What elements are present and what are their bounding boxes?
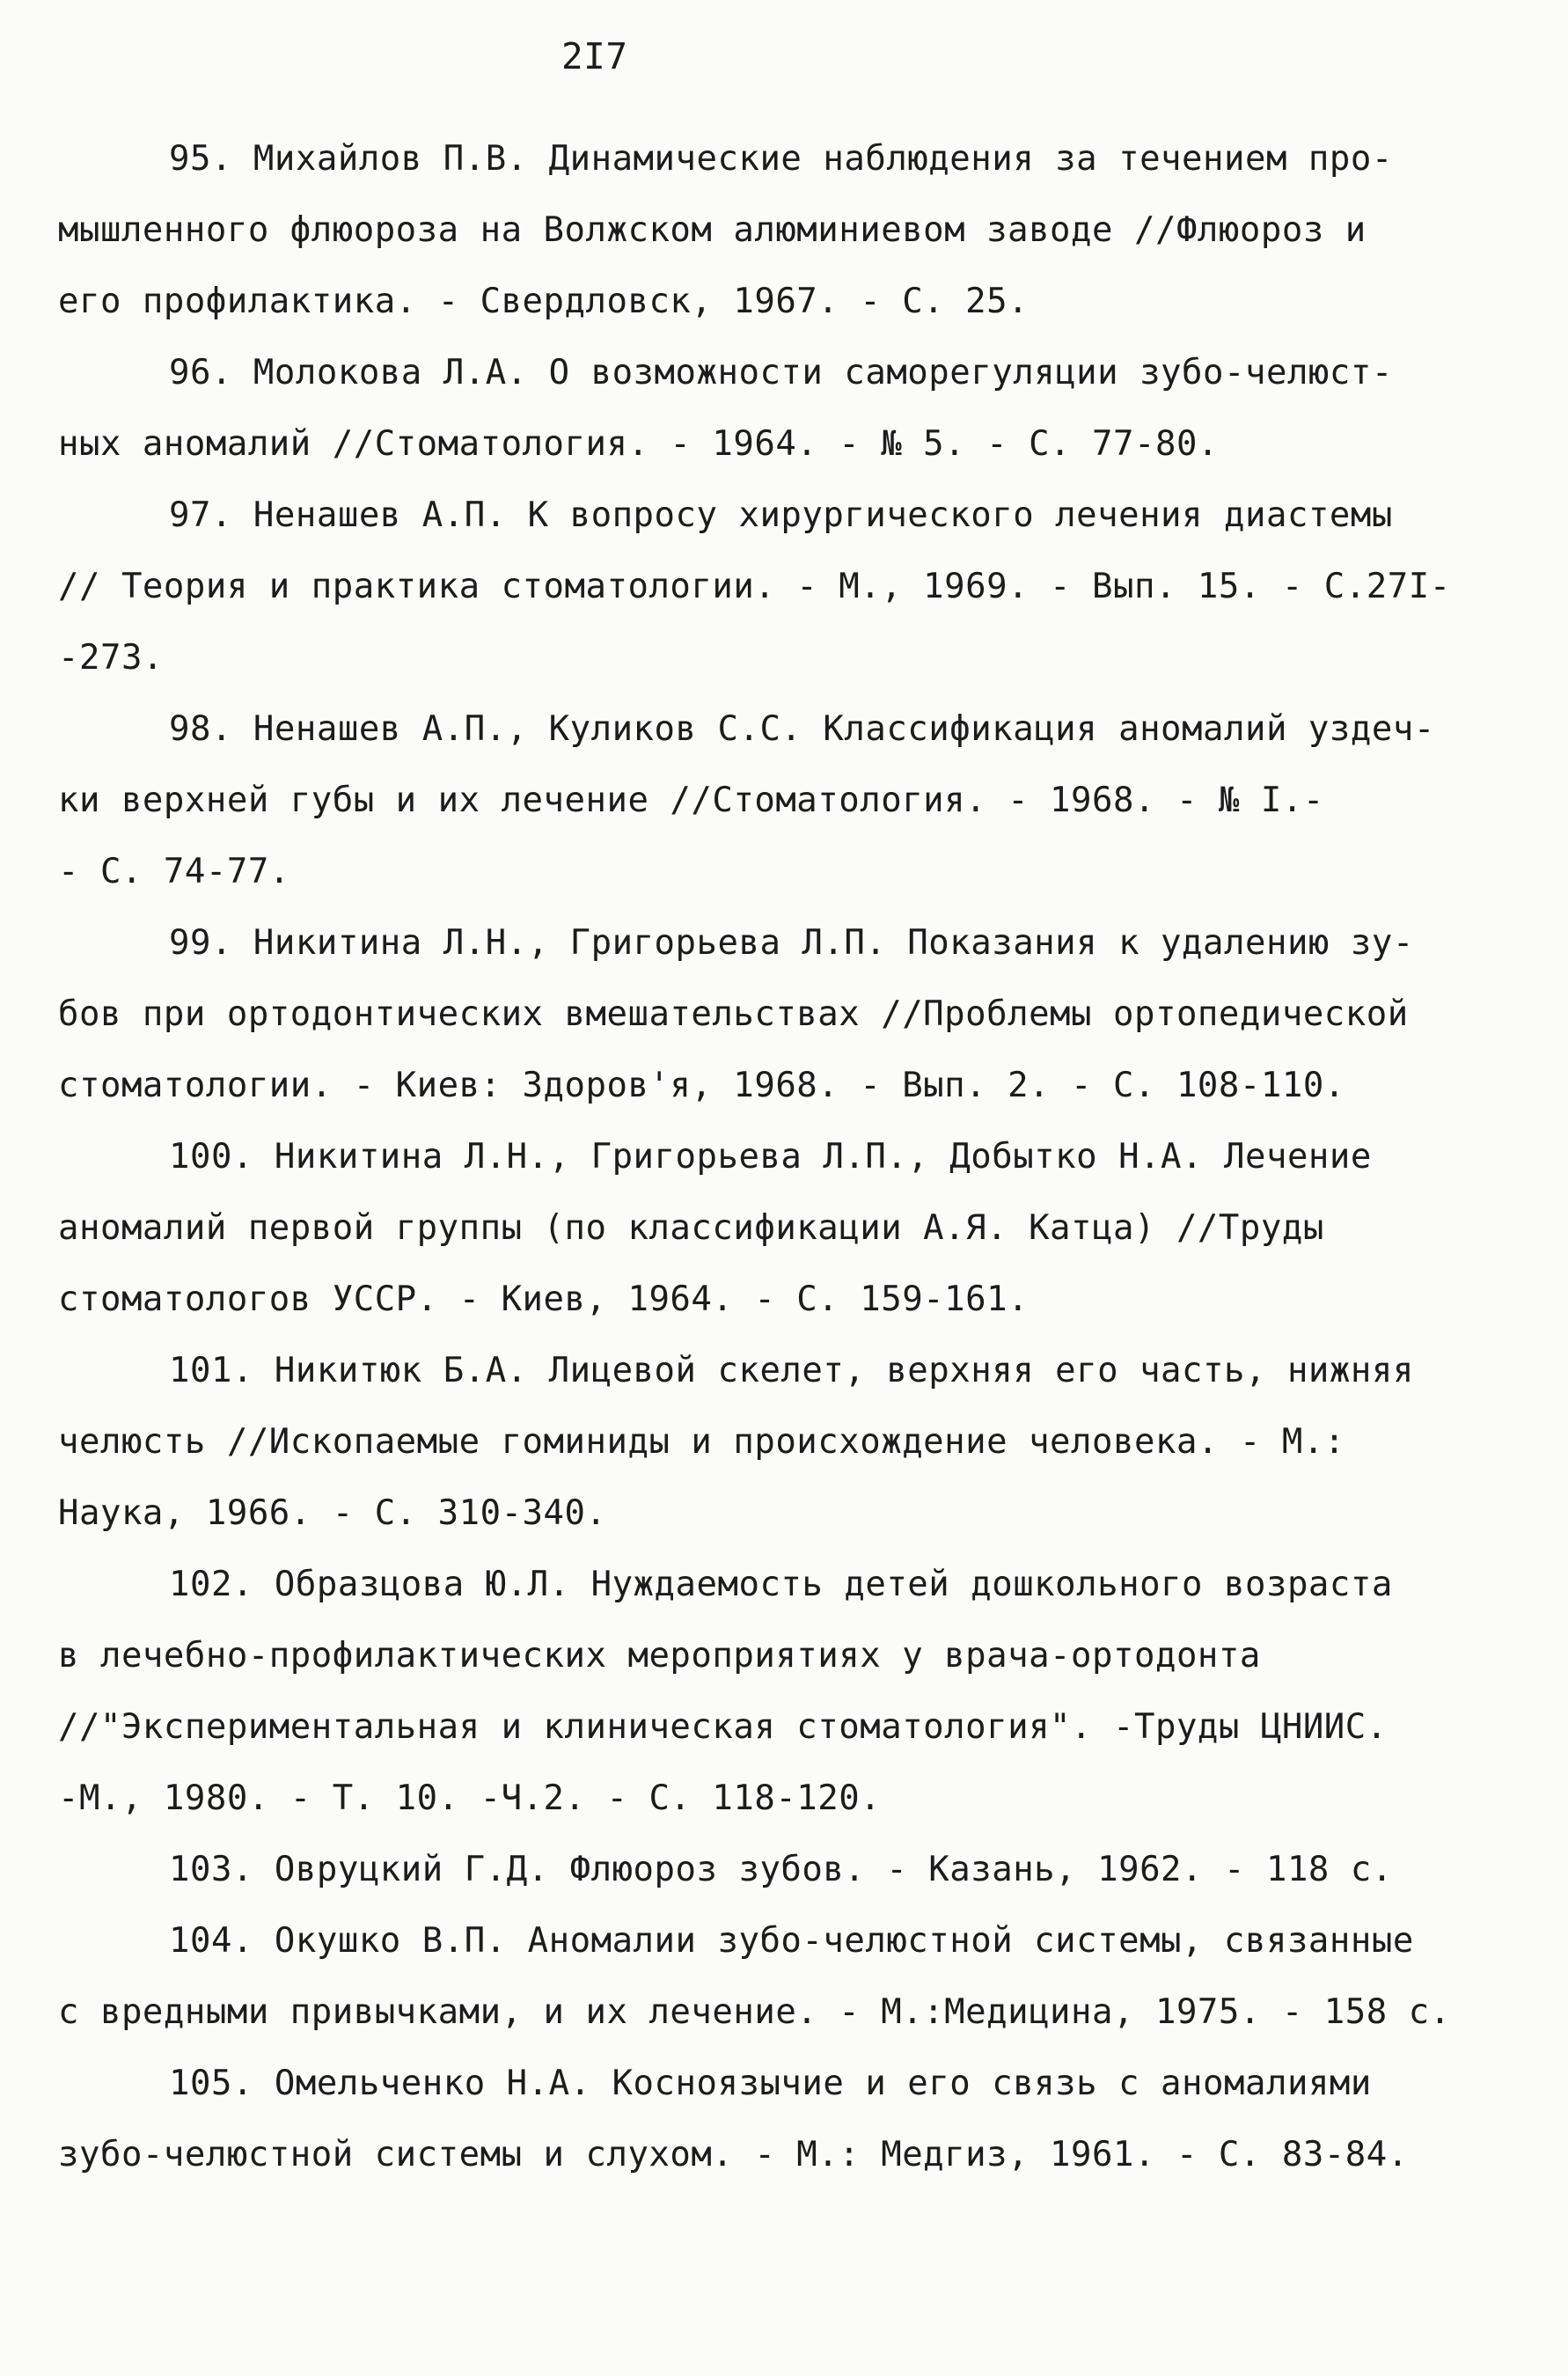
entry-line: -273.	[58, 638, 164, 678]
entry-line: 104. Окушко В.П. Аномалии зубо-челюстной системы, связанные	[169, 1921, 1414, 1961]
entry-line: - С. 74-77.	[58, 852, 290, 891]
entry-line: ки верхней губы и их лечение //Стоматология. - 1968. - № I.-	[58, 781, 1324, 820]
entry-line: ных аномалий //Стоматология. - 1964. - № 5. - С. 77-80.	[58, 424, 1219, 464]
entry-line: 103. Овруцкий Г.Д. Флюороз зубов. - Казань, 1962. - 118 с.	[169, 1850, 1393, 1889]
entry-line: 97. Ненашев А.П. К вопросу хирургического лечения диастемы	[169, 495, 1393, 535]
bibliography-entry	[58, 1335, 1519, 1549]
entry-line: его профилактика. - Свердловск, 1967. - С. 25.	[58, 282, 1029, 321]
bibliography-entry	[58, 693, 1519, 907]
entry-line: 101. Никитюк Б.А. Лицевой скелет, верхняя его часть, нижняя	[169, 1351, 1414, 1390]
entry-line: стоматологии. - Киев: Здоров'я, 1968. - Вып. 2. - С. 108-110.	[58, 1066, 1345, 1105]
entry-line: зубо-челюстной системы и слухом. - М.: Медгиз, 1961. - С. 83-84.	[58, 2135, 1409, 2174]
bibliography-entry	[58, 1549, 1519, 1834]
entry-line: 105. Омельченко Н.А. Косноязычие и его связь с аномалиями	[169, 2064, 1372, 2103]
entry-line: // Теория и практика стоматологии. - М., 1969. - Вып. 15. - С.27I-	[58, 567, 1451, 606]
entry-line: с вредными привычками, и их лечение. - М.:Медицина, 1975. - 158 с.	[58, 1992, 1451, 2032]
entry-line: челюсть //Ископаемые гоминиды и происхождение человека. - М.:	[58, 1422, 1345, 1462]
entry-line: в лечебно-профилактических мероприятиях у врача-ортодонта	[58, 1636, 1261, 1676]
bibliography-entry	[58, 907, 1519, 1121]
entry-line: 96. Молокова Л.А. О возможности саморегуляции зубо-челюст-	[169, 353, 1393, 392]
bibliography-entry	[58, 123, 1519, 337]
entry-line: 99. Никитина Л.Н., Григорьева Л.П. Показания к удалению зу-	[169, 923, 1414, 963]
entry-line: Наука, 1966. - С. 310-340.	[58, 1493, 607, 1533]
bibliography-entry	[58, 1905, 1519, 2048]
entry-line: стоматологов УССР. - Киев, 1964. - С. 159-161.	[58, 1280, 1029, 1319]
bibliography-entry	[58, 480, 1519, 693]
bibliography-entry	[58, 1121, 1519, 1335]
entry-line: 98. Ненашев А.П., Куликов С.С. Классификация аномалий уздеч-	[169, 709, 1435, 749]
entry-line: 102. Образцова Ю.Л. Нуждаемость детей дошкольного возраста	[169, 1565, 1393, 1604]
entry-line: -М., 1980. - Т. 10. -Ч.2. - С. 118-120.	[58, 1778, 882, 1818]
bibliography-entry	[58, 1834, 1519, 1905]
entry-line: 95. Михайлов П.В. Динамические наблюдения за течением про-	[169, 139, 1393, 179]
entry-line: аномалий первой группы (по классификации А.Я. Катца) //Труды	[58, 1208, 1324, 1248]
page-number: 2I7	[561, 35, 628, 77]
bibliography-entry	[58, 2048, 1519, 2190]
entry-line: //"Экспериментальная и клиническая стоматология". -Труды ЦНИИС.	[58, 1707, 1388, 1747]
bibliography-list	[58, 123, 1519, 2190]
entry-line: мышленного флюороза на Волжском алюминиевом заводе //Флюороз и	[58, 210, 1367, 250]
entry-line: бов при ортодонтических вмешательствах //Проблемы ортопедической	[58, 994, 1409, 1034]
entry-line: 100. Никитина Л.Н., Григорьева Л.П., Добытко Н.А. Лечение	[169, 1137, 1372, 1177]
bibliography-entry	[58, 337, 1519, 480]
